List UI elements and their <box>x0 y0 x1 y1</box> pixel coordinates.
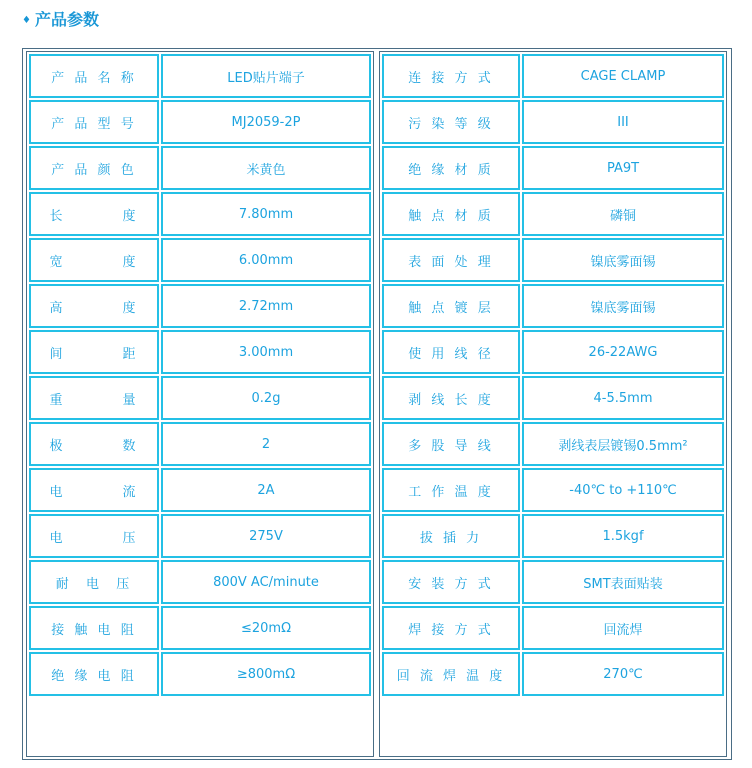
spec-value: 275V <box>161 514 371 558</box>
spec-label: 污 染 等 级 <box>382 100 520 144</box>
spec-label: 宽 度 <box>29 238 159 282</box>
spec-value: ≥800mΩ <box>161 652 371 696</box>
left-spec-panel <box>26 51 374 757</box>
right-spec-row <box>382 284 724 328</box>
right-spec-row <box>382 330 724 374</box>
spec-label: 回 流 焊 温 度 <box>382 652 520 696</box>
spec-value: 6.00mm <box>161 238 371 282</box>
left-spec-row <box>29 422 371 466</box>
spec-value: 镍底雾面锡 <box>522 238 724 282</box>
spec-label: 安 装 方 式 <box>382 560 520 604</box>
spec-label: 触 点 材 质 <box>382 192 520 236</box>
left-spec-row <box>29 100 371 144</box>
spec-label: 多 股 导 线 <box>382 422 520 466</box>
spec-label: 绝 缘 电 阻 <box>29 652 159 696</box>
spec-value: MJ2059-2P <box>161 100 371 144</box>
spec-value: 镍底雾面锡 <box>522 284 724 328</box>
section-title-text: 产品参数 <box>34 10 99 29</box>
spec-label: 接 触 电 阻 <box>29 606 159 650</box>
spec-value: -40℃ to +110℃ <box>522 468 724 512</box>
spec-value: III <box>522 100 724 144</box>
spec-label: 间 距 <box>29 330 159 374</box>
right-spec-row <box>382 422 724 466</box>
parameters-frame <box>22 48 732 760</box>
left-spec-row <box>29 560 371 604</box>
right-spec-row <box>382 376 724 420</box>
spec-value: 磷铜 <box>522 192 724 236</box>
right-spec-row <box>382 192 724 236</box>
spec-value: 2.72mm <box>161 284 371 328</box>
left-spec-row <box>29 238 371 282</box>
right-spec-row <box>382 54 724 98</box>
right-spec-row <box>382 606 724 650</box>
left-spec-table <box>27 52 373 698</box>
spec-label: 产 品 颜 色 <box>29 146 159 190</box>
spec-value: 0.2g <box>161 376 371 420</box>
spec-value: CAGE CLAMP <box>522 54 724 98</box>
spec-label: 焊 接 方 式 <box>382 606 520 650</box>
spec-value: ≤20mΩ <box>161 606 371 650</box>
right-spec-row <box>382 652 724 696</box>
left-spec-row <box>29 468 371 512</box>
spec-label: 极 数 <box>29 422 159 466</box>
left-spec-row <box>29 192 371 236</box>
spec-value: LED贴片端子 <box>161 54 371 98</box>
spec-value: 26-22AWG <box>522 330 724 374</box>
spec-label: 连 接 方 式 <box>382 54 520 98</box>
spec-value: 800V AC/minute <box>161 560 371 604</box>
spec-value: 米黄色 <box>161 146 371 190</box>
left-spec-row <box>29 54 371 98</box>
spec-value: 4-5.5mm <box>522 376 724 420</box>
left-spec-row <box>29 146 371 190</box>
left-spec-row <box>29 376 371 420</box>
spec-value: 剥线表层镀锡0.5mm² <box>522 422 724 466</box>
spec-label: 触 点 镀 层 <box>382 284 520 328</box>
left-spec-row <box>29 330 371 374</box>
spec-label: 电 压 <box>29 514 159 558</box>
right-spec-panel <box>379 51 727 757</box>
right-spec-row <box>382 468 724 512</box>
spec-label: 长 度 <box>29 192 159 236</box>
spec-label: 产 品 名 称 <box>29 54 159 98</box>
spec-label: 拔 插 力 <box>382 514 520 558</box>
right-spec-row <box>382 514 724 558</box>
spec-label: 表 面 处 理 <box>382 238 520 282</box>
right-spec-row <box>382 560 724 604</box>
spec-label: 剥 线 长 度 <box>382 376 520 420</box>
spec-value: 回流焊 <box>522 606 724 650</box>
spec-label: 耐 电 压 <box>29 560 159 604</box>
section-title <box>22 8 99 32</box>
spec-label: 工 作 温 度 <box>382 468 520 512</box>
spec-label: 电 流 <box>29 468 159 512</box>
spec-label: 绝 缘 材 质 <box>382 146 520 190</box>
spec-value: 1.5kgf <box>522 514 724 558</box>
spec-label: 重 量 <box>29 376 159 420</box>
right-spec-row <box>382 238 724 282</box>
spec-value: PA9T <box>522 146 724 190</box>
right-spec-row <box>382 146 724 190</box>
left-spec-row <box>29 284 371 328</box>
left-spec-row <box>29 606 371 650</box>
spec-value: 2A <box>161 468 371 512</box>
spec-label: 使 用 线 径 <box>382 330 520 374</box>
spec-value: 3.00mm <box>161 330 371 374</box>
right-spec-row <box>382 100 724 144</box>
spec-value: SMT表面贴装 <box>522 560 724 604</box>
left-spec-row <box>29 514 371 558</box>
spec-value: 7.80mm <box>161 192 371 236</box>
spec-value: 2 <box>161 422 371 466</box>
spec-label: 产 品 型 号 <box>29 100 159 144</box>
diamond-bullet-icon: ♦ <box>22 15 31 26</box>
spec-value: 270℃ <box>522 652 724 696</box>
left-spec-row <box>29 652 371 696</box>
spec-label: 高 度 <box>29 284 159 328</box>
right-spec-table <box>380 52 726 698</box>
